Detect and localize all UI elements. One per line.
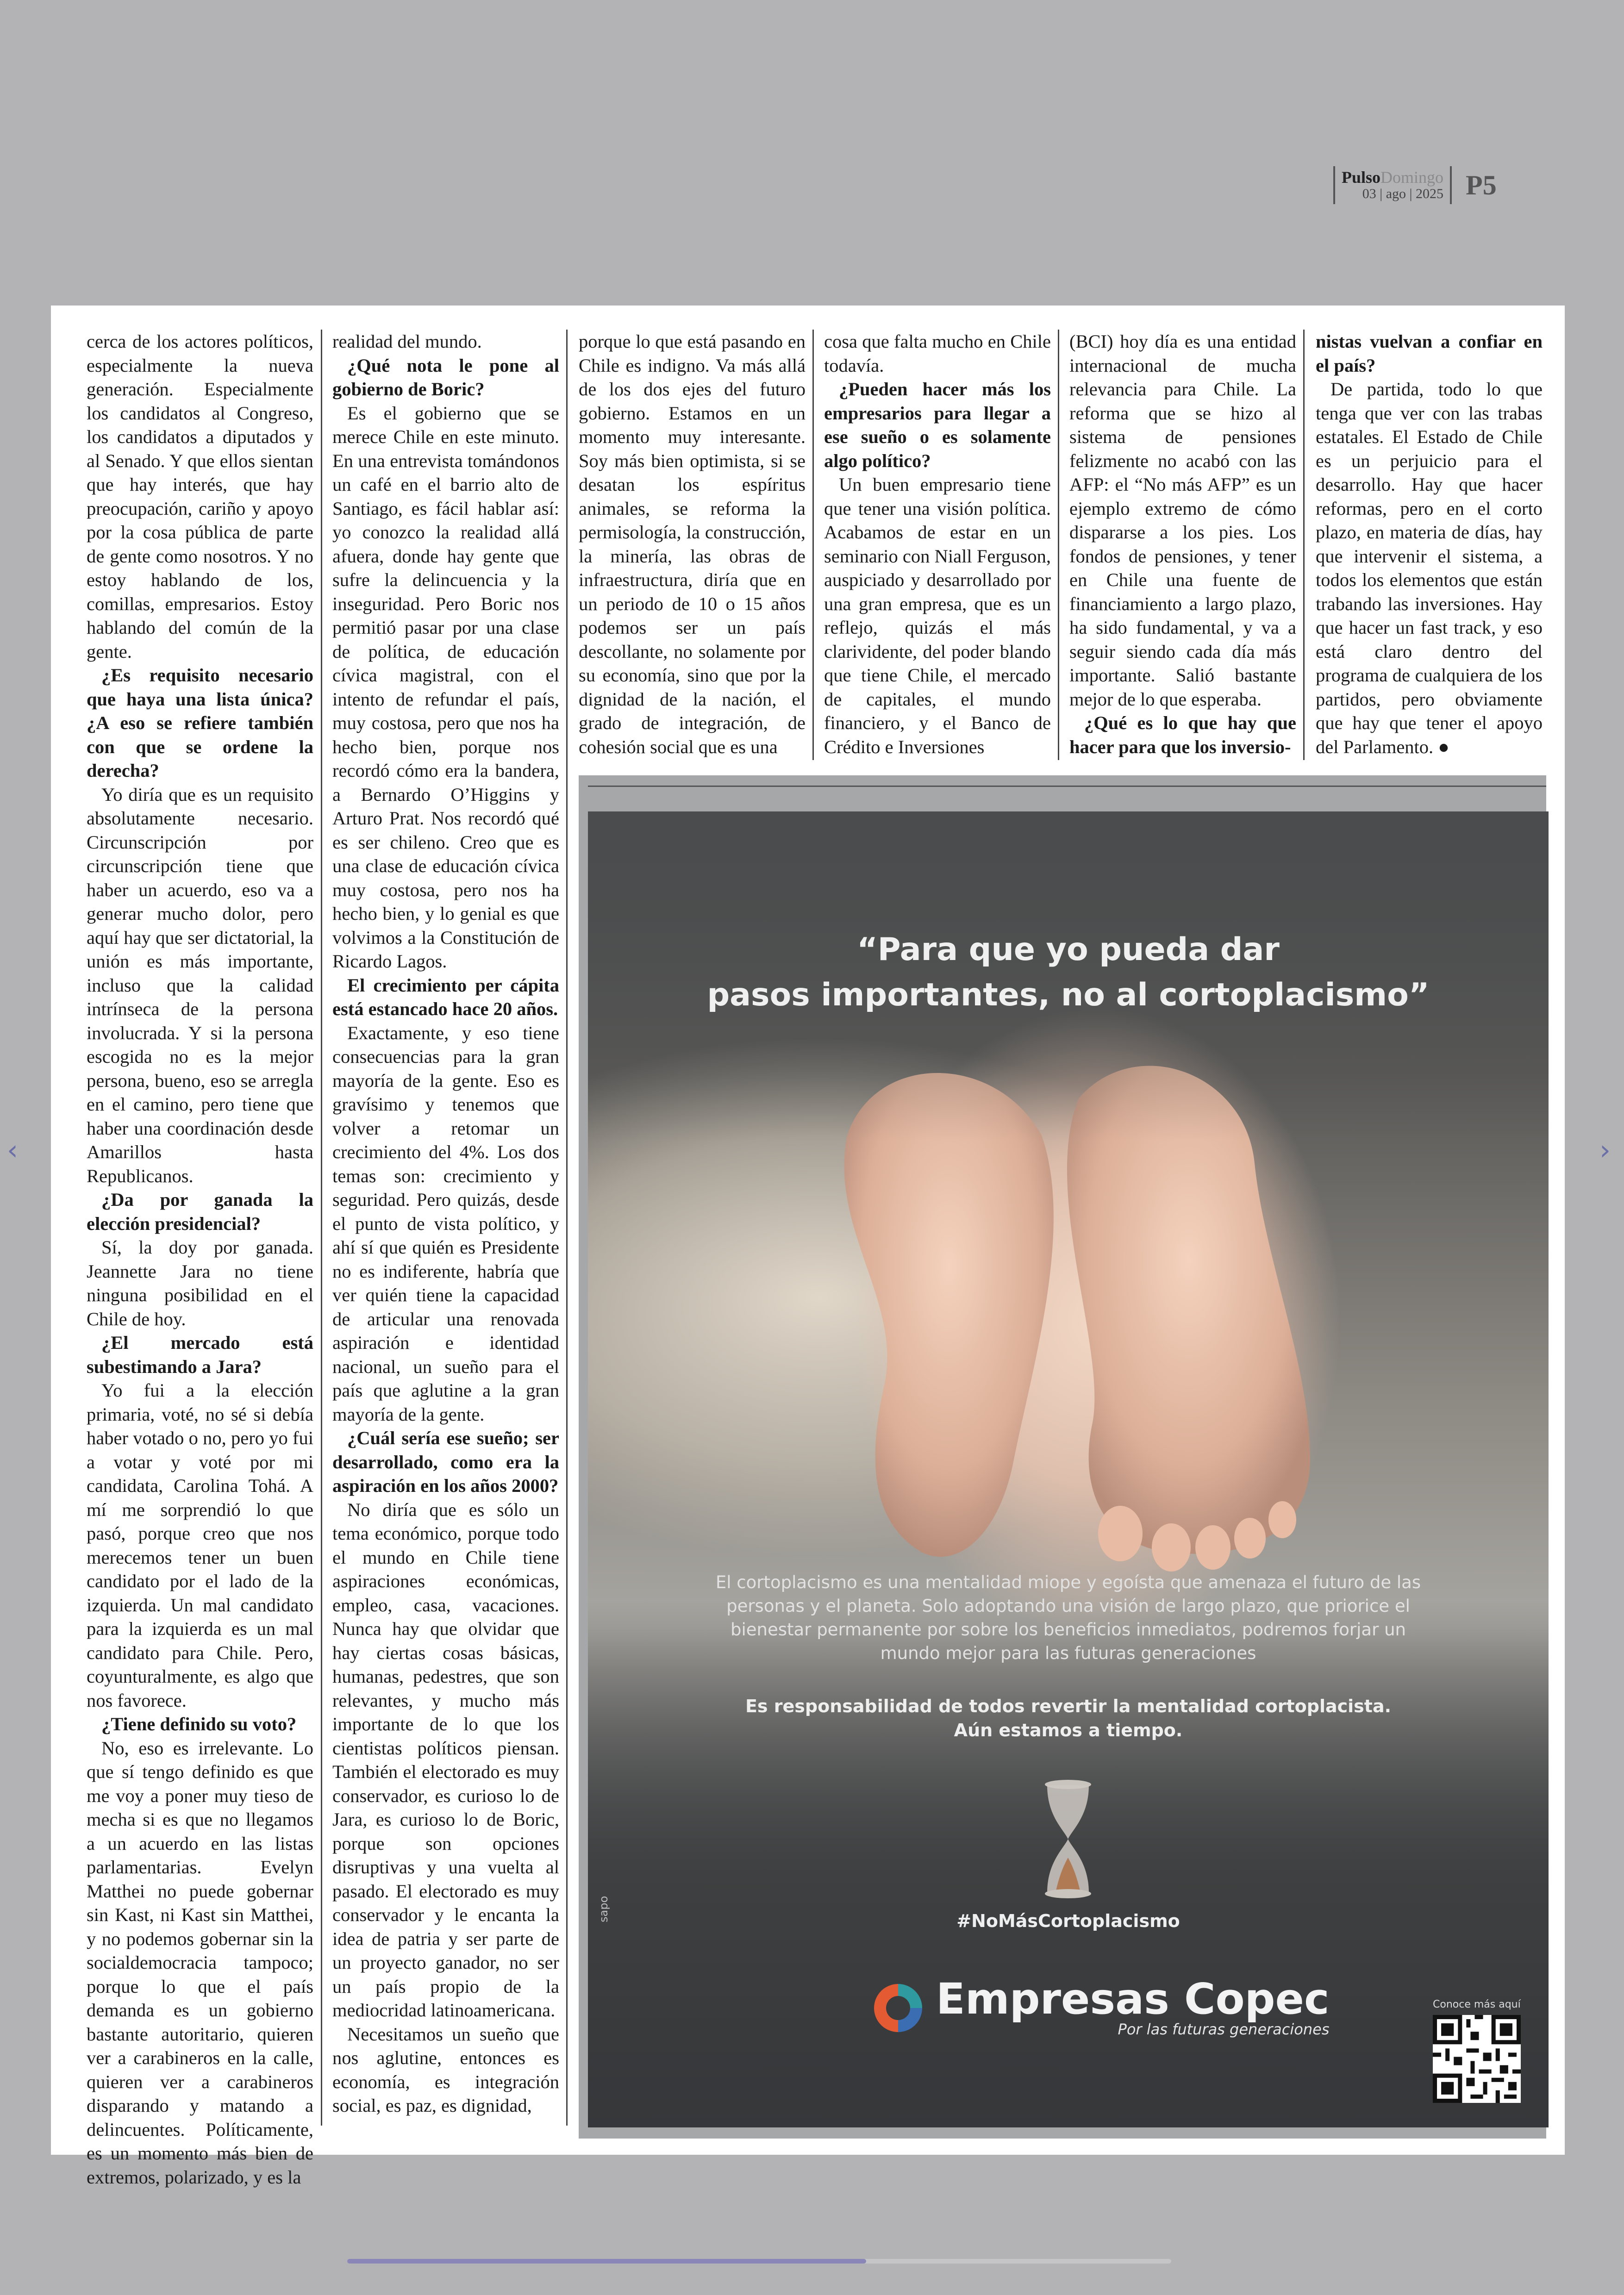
paragraph: Yo diría que es un requisito absolutamente necesario. Circunscripción por circunscripción tiene que haber un acuerdo, eso va a generar mucho dolor, pero aquí hay que ser dictatorial, la unión es más importante, incluso que la calidad intrínseca de la persona involucrada. Y si la persona escogida no es la mejor persona, bueno, eso se arregla en el camino, pero tiene que haber una coordinación desde Amarillos hasta Republicanos. [87, 784, 313, 1186]
interview-question: nistas vuelvan a confiar en el país? [1316, 331, 1543, 376]
paragraph: Es el gobierno que se merece Chile en este minuto. En una entrevista tomándonos un café en el barrio alto de Santiago, es fácil hablar así: yo conozco la realidad allá afuera, donde hay gente que sufre la delincuencia y la inseguridad. Pero Boric nos permitió pasar por una clase de política, de educación cívica magistral, con el intento de refundar el país, muy costosa, pero que nos ha hecho bien, porque nos recordó cómo era la bandera, a Bernardo O’Higgins y Arturo Prat. Nos recordó qué es ser chileno. Creo que es una clase de educación cívica muy costosa, pero nos ha hecho bien, y lo genial es que volvimos a la Constitución de Ricardo Lagos. [332, 402, 559, 972]
ad-call-line-2: Aún estamos a tiempo. [954, 1720, 1183, 1740]
hourglass-icon [1042, 1779, 1095, 1899]
paragraph: Yo fui a la elección primaria, voté, no sé si debía haber votado o no, pero yo fui a votar y voté por mi candidata, Carolina Tohá. A mí me sorprendió lo que pasó, porque creo que nos merecemos tener un buen candidato por el lado de la izquierda. Un mal candidato para la izquierda es un mal candidato para Chile. Pero, coyunturalmente, es algo que nos favorece. [87, 1380, 313, 1711]
brand-bold: Pulso [1342, 168, 1381, 187]
ad-call-line-1: Es responsabilidad de todos revertir la mentalidad cortoplacista. [745, 1696, 1392, 1716]
text-column-3 [579, 330, 806, 759]
ad-hashtag: #NoMásCortoplacismo [956, 1911, 1180, 1931]
newspaper-page [51, 306, 1565, 2188]
ad-top-rule [588, 786, 1546, 787]
qr-code-icon[interactable] [1433, 2015, 1521, 2103]
paragraph: (BCI) hoy día es una entidad internacional de mucha relevancia para Chile. La reforma que se hizo al sistema de pensiones felizmente no acabó con las AFP: el “No más AFP” es un ejemplo extremo de cómo dispararse a los pies. Los fondos de pensiones, y tener en Chile una fuente de financiamiento a largo plazo, ha sido fundamental, y va a seguir siendo cada día más importante. Salió bastante mejor de lo que esperaba. [1069, 331, 1296, 710]
interview-question: ¿Qué nota le pone al gobierno de Boric? [332, 355, 559, 399]
text-column-4 [824, 330, 1051, 759]
page-header [1333, 164, 1497, 206]
paragraph: No diría que es sólo un tema económico, porque todo el mundo en Chile tiene aspiraciones económicas, empleo, casa, vacaciones. Nunca hay que olvidar que hay ciertas cosas básicas, humanas, pedestres, que son relevantes, y mucho más importante de lo que los cientistas políticos piensan. También el electorado es muy conservador, es curioso lo de Jara, es curioso lo de Boric, porque son opciones disruptivas y una vuelta al pasado. El electorado es muy conservador y le encanta la idea de patria y ser parte de un proyecto ganador, no ser un país propio de la mediocridad latinoamericana. [332, 1499, 559, 2021]
ad-headline [588, 927, 1549, 1018]
masthead [1335, 169, 1450, 201]
page-scrollbar[interactable] [347, 2259, 1171, 2264]
text-column-5 [1069, 330, 1296, 759]
agency-credit: sapo [597, 1896, 610, 1922]
copec-advertisement[interactable] [579, 775, 1546, 2139]
paragraph: realidad del mundo. [332, 331, 482, 352]
column-rule [1058, 330, 1059, 760]
interview-question: ¿Es requisito necesario que haya una lista única? ¿A eso se refiere también con que se ordene la derecha? [87, 665, 313, 781]
interview-question: ¿El mercado está subestimando a Jara? [87, 1332, 313, 1377]
column-rule [321, 330, 322, 2126]
paragraph: porque lo que está pasando en Chile es indigno. Va más allá de los dos ejes del futuro gobierno. Estamos en un momento muy interesante. Soy más bien optimista, si se desatan los espíritus animales, se reforma la permisología, la construcción, la minería, las obras de infraestructura, diría que en un periodo de 10 o 15 años podemos ser un país descollante, no solamente por su economía, sino que por la dignidad de la nación, el grado de integración, de cohesión social que es una [579, 331, 806, 757]
ad-call-to-action [588, 1694, 1549, 1742]
company-name: Empresas Copec [936, 1974, 1330, 2024]
column-rule [566, 330, 568, 2126]
ad-headline-line-1: “Para que yo pueda dar [857, 931, 1280, 968]
interview-question: ¿Tiene definido su voto? [101, 1714, 297, 1734]
interview-question: ¿Pueden hacer más los empresarios para llegar a ese sueño o es solamente algo político? [824, 379, 1051, 471]
paragraph: De partida, todo lo que tenga que ver con las trabas estatales. El Estado de Chile es un perjuicio para el desarrollo. Hay que hacer reformas, pero en el corto plazo, en materia de días, hay que intervenir el sistema, a todos los elementos que están trabando las inversiones. Hay que hacer un fast track, y eso está claro dentro del programa de cualquiera de los partidos, pero obviamente que hay que tener el apoyo del Parlamento. ● [1316, 379, 1543, 757]
next-page-arrow-icon[interactable]: › [1599, 1134, 1611, 1166]
prev-page-arrow-icon[interactable]: ‹ [7, 1134, 18, 1166]
issue-date: 03 | ago | 2025 [1362, 186, 1444, 202]
paragraph: Necesitamos un sueño que nos aglutine, entonces es economía, es integración social, es paz, es dignidad, [332, 2023, 559, 2116]
text-column-6 [1316, 330, 1543, 759]
paragraph: cerca de los actores políticos, especialmente la nueva generación. Especialmente los candidatos al Congreso, los candidatos a diputados y al Senado. Y que ellos sientan que hay interés, que hay preocupación, cariño y apoyo por la cosa pública de parte de gente como nosotros. Y no estoy hablando de los, comillas, empresarios. Estoy hablando del común de la gente. [87, 331, 313, 662]
interview-question: ¿Cuál sería ese sueño; ser desarrollado, como era la aspiración en los años 2000? [332, 1428, 559, 1496]
text-column-2 [332, 330, 559, 2118]
ad-body-text: El cortoplacismo es una mentalidad miope y egoísta que amenaza el futuro de las personas y el planeta. Solo adoptando una visión de largo plazo, que priorice el bienestar permanente por sobre los beneficios inmediatos, podremos forjar un mundo mejor para las futuras generaciones [715, 1572, 1421, 1663]
paragraph: cosa que falta mucho en Chile todavía. [824, 331, 1051, 376]
ad-headline-line-2: pasos importantes, no al cortoplacismo” [707, 977, 1430, 1013]
interview-question: ¿Da por ganada la elección presidencial? [87, 1189, 313, 1234]
scrollbar-thumb[interactable] [347, 2259, 866, 2264]
qr-label: Conoce más aquí [1433, 1999, 1521, 2010]
text-column-1 [87, 330, 313, 2189]
paragraph: Exactamente, y eso tiene consecuencias para la gran mayoría de la gente. Eso es gravísimo y tenemos que volver a retomar un crecimiento del 4%. Los dos temas son: crecimiento y seguridad. Pero quizás, desde el punto de vista político, y ahí sí que quién es Presidente no es indiferente, habría que ver quién tiene la capacidad de articular una renovada aspiración e identidad nacional, un sueño para el país que aglutine a la gran mayoría de la gente. [332, 1022, 559, 1425]
paragraph: No, eso es irrelevante. Lo que sí tengo definido es que me voy a poner muy tieso de mecha si es que no llegamos a un acuerdo en las listas parlamentarias. Evelyn Matthei no puede gobernar sin Kast, ni Kast sin Matthei, y no podemos gobernar sin la socialdemocracia tampoco; porque lo que el país demanda es un gobierno bastante autoritario, quieren ver a carabineros en la calle, quieren ver a carabineros disparando y matando a delincuentes. Políticamente, es un momento más bien de extremos, polarizado, y es la [87, 1737, 313, 2188]
column-rule [1303, 330, 1305, 760]
interview-question: ¿Qué es lo que hay que hacer para que los inversio- [1069, 712, 1296, 757]
copec-logo [870, 1974, 1330, 2038]
interview-question: El crecimiento per cápita está estancado hace 20 años. [332, 974, 559, 1019]
column-rule [812, 330, 814, 760]
page-number: P5 [1466, 169, 1497, 200]
paragraph: Un buen empresario tiene que tener una visión política. Acabamos de estar en un seminario con Niall Ferguson, auspiciado y desarrollado por una gran empresa, que es un reflejo, quizás el más clarividente, del poder blando que tiene Chile, el mercado de capitales, el mundo financiero, y el Banco de Crédito e Inversiones [824, 474, 1051, 757]
paragraph: Sí, la doy por ganada. Jeannette Jara no tiene ninguna posibilidad en el Chile de hoy. [87, 1237, 313, 1329]
copec-logo-icon [870, 1980, 926, 2036]
brand-light: Domingo [1380, 168, 1444, 187]
company-tagline: Por las futuras generaciones [1118, 2021, 1330, 2038]
ad-photo-baby-feet [588, 811, 1549, 2127]
